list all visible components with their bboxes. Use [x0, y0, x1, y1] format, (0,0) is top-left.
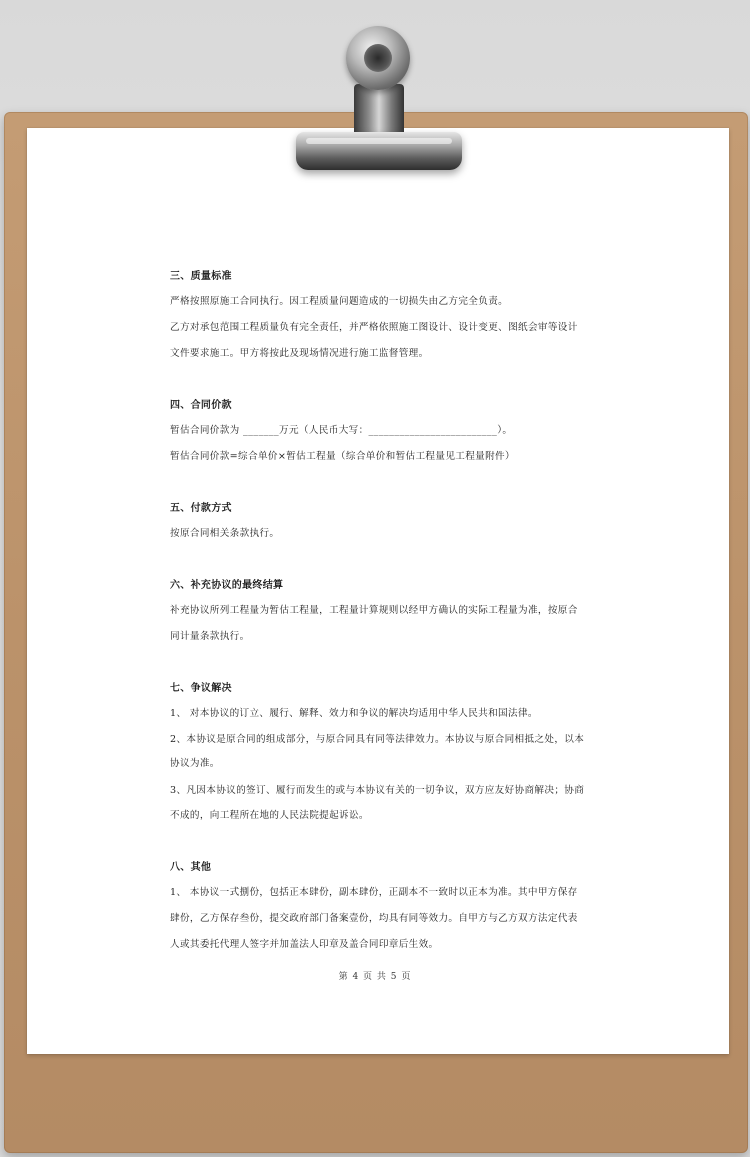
- paragraph-line: 暂估合同价款为 _______万元（人民币大写：_________________________）。: [170, 425, 513, 436]
- section-heading-settlement: 六、补充协议的最终结算: [170, 580, 284, 591]
- paragraph-line: 同计量条款执行。: [170, 631, 250, 642]
- page-number-footer: 第 4 页 共 5 页: [338, 972, 412, 982]
- paragraph-line: 协议为准。: [170, 758, 220, 769]
- paragraph-line: 补充协议所列工程量为暂估工程量，工程量计算规则以经甲方确认的实际工程量为准，按原合: [170, 605, 578, 616]
- section-heading-payment: 五、付款方式: [170, 503, 232, 514]
- paragraph-line: 2、本协议是原合同的组成部分，与原合同具有同等法律效力。本协议与原合同相抵之处，以本: [170, 734, 585, 745]
- section-heading-other: 八、其他: [170, 862, 212, 873]
- paragraph-line: 按原合同相关条款执行。: [170, 528, 280, 539]
- section-heading-quality: 三、质量标准: [170, 271, 232, 282]
- paragraph-line: 1、 对本协议的订立、履行、解释、效力和争议的解决均适用中华人民共和国法律。: [170, 708, 538, 719]
- paragraph-line: 乙方对承包范围工程质量负有完全责任，并严格依照施工图设计、设计变更、图纸会审等设计: [170, 322, 578, 333]
- section-heading-dispute: 七、争议解决: [170, 683, 232, 694]
- paragraph-line: 文件要求施工。甲方将按此及现场情况进行施工监督管理。: [170, 348, 429, 359]
- paragraph-line: 不成的，向工程所在地的人民法院提起诉讼。: [170, 810, 369, 821]
- paragraph-line: 人或其委托代理人签字并加盖法人印章及盖合同印章后生效。: [170, 939, 439, 950]
- paragraph-line: 1、 本协议一式捌份，包括正本肆份，副本肆份，正副本不一致时以正本为准。其中甲方保存: [170, 887, 578, 898]
- paragraph-line: 3、凡因本协议的签订、履行而发生的或与本协议有关的一切争议，双方应友好协商解决；协商: [170, 785, 585, 796]
- paragraph-line: 严格按照原施工合同执行。因工程质量问题造成的一切损失由乙方完全负责。: [170, 296, 509, 307]
- paragraph-line: 肆份，乙方保存叁份，提交政府部门备案壹份，均具有同等效力。自甲方与乙方双方法定代表: [170, 913, 578, 924]
- section-heading-price: 四、合同价款: [170, 400, 232, 411]
- paragraph-line: 暂估合同价款=综合单价×暂估工程量（综合单价和暂估工程量见工程量附件）: [170, 451, 515, 462]
